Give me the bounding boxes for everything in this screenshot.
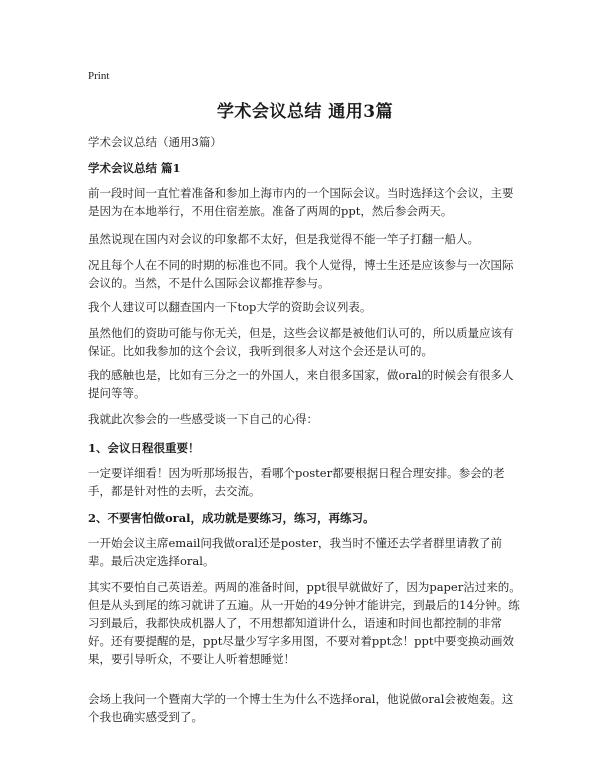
paragraph-1: 前一段时间一直忙着准备和参加上海市内的一个国际会议。当时选择这个会议，主要是因为在本地举行，不用住宿差旅。准备了两周的ppt，然后参会两天。	[88, 186, 514, 218]
paragraph-7: 我就此次参会的一些感受谈一下自己的心得：	[88, 412, 318, 426]
subheading-2: 2、不要害怕做oral，成功就是要练习，练习，再练习。	[88, 511, 375, 525]
subheading-1: 1、会议日程很重要！	[88, 441, 200, 455]
section-heading-1: 学术会议总结 篇1	[88, 161, 181, 175]
document-title: 学术会议总结 通用3篇	[216, 102, 394, 122]
paragraph-9: 一开始会议主席email问我做oral还是poster，我当时不懂还去学者群里请教了前辈。最后决定选择oral。	[88, 536, 502, 568]
paragraph-4: 我个人建议可以翻查国内一下top大学的资助会议列表。	[88, 300, 372, 314]
print-label: Print	[88, 70, 110, 82]
paragraph-8: 一定要详细看！因为听那场报告，看哪个poster都要根据日程合理安排。参会的老手，都是针对性的去听，去交流。	[88, 466, 505, 498]
paragraph-11: 会场上我问一个暨南大学的一个博士生为什么不选择oral，他说做oral会被炮轰。这个我也确实感受到了。	[88, 692, 514, 724]
paragraph-2: 虽然说现在国内对会议的印象都不太好，但是我觉得不能一竿子打翻一船人。	[88, 232, 479, 246]
paragraph-6: 我的感触也是，比如有三分之一的外国人，来自很多国家，做oral的时候会有很多人提问等等。	[88, 368, 514, 400]
paragraph-5: 虽然他们的资助可能与你无关，但是，这些会议都是被他们认可的，所以质量应该有保证。比如我参加的这个会议，我听到很多人对这个会还是认可的。	[88, 326, 514, 358]
paragraph-10: 其实不要怕自己英语差。两周的准备时间，ppt很早就做好了，因为paper沾过来的。但是从头到尾的练习就讲了五遍。从一开始的49分钟才能讲完，到最后的14分钟。练习到最后，我都快成机器人了，不用想都知道讲什么，语速和时间也都控制的非常好。还有要提醒的是，ppt尽量少写字多用图，不要对着ppt念！ppt中要变换动画效果，要引导听众，不要让人听着想睡觉！	[88, 580, 521, 666]
document-subtitle: 学术会议总结（通用3篇）	[88, 135, 222, 149]
paragraph-3: 况且每个人在不同的时期的标准也不同。我个人觉得，博士生还是应该参与一次国际会议的。当然，不是什么国际会议都推荐参与。	[88, 258, 514, 290]
